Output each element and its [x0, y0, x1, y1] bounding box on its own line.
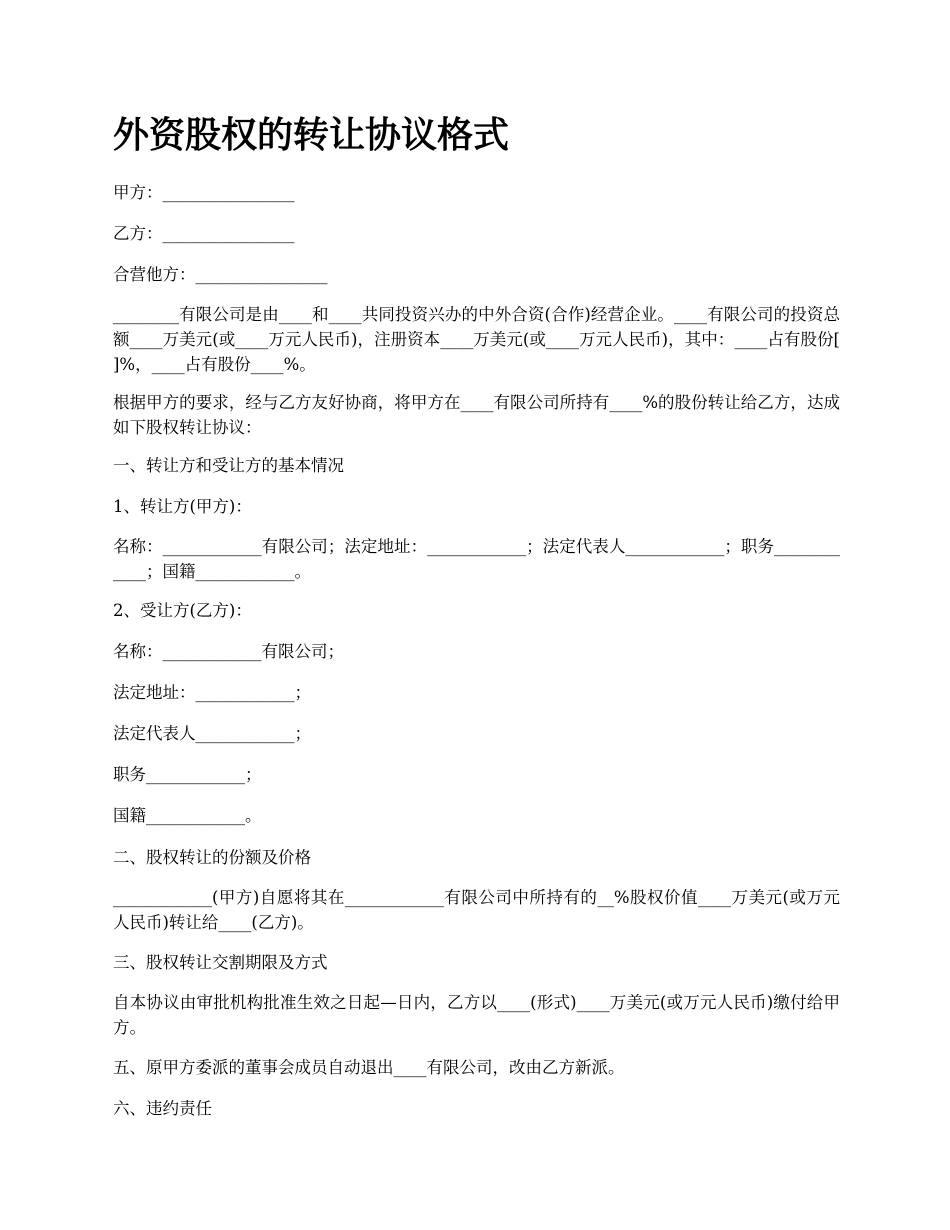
section-heading-5: 五、原甲方委派的董事会成员自动退出____有限公司，改由乙方新派。	[113, 1058, 625, 1077]
section-heading-6: 六、违约责任	[113, 1099, 212, 1118]
document-title: 外资股权的转让协议格式	[113, 115, 510, 156]
agreement-paragraph: 根据甲方的要求，经与乙方友好协商，将甲方在____有限公司所持有____%的股份转让给乙方，达成如下股权转让协议：	[113, 393, 840, 437]
transferee-address: 法定地址：____________；	[113, 683, 311, 702]
other-party-line: 合营他方：________________	[113, 265, 328, 284]
section-heading-3: 三、股权转让交割期限及方式	[113, 953, 328, 972]
transferee-name: 名称：____________有限公司；	[113, 642, 344, 661]
transferee-representative: 法定代表人____________；	[113, 724, 311, 743]
payment-paragraph: 自本协议由审批机构批准生效之日起—日内，乙方以____(形式)____万美元(或万元人民币)缴付给甲方。	[113, 993, 840, 1037]
transferee-position: 职务____________；	[113, 765, 262, 784]
section-heading-1: 一、转让方和受让方的基本情况	[113, 456, 344, 475]
share-price-paragraph: ____________(甲方)自愿将其在____________有限公司中所持有的__%股权价值____万美元(或万元人民币)转让给____(乙方)。	[113, 888, 840, 932]
transferee-nationality: 国籍____________。	[113, 806, 262, 825]
party-b-line: 乙方：________________	[113, 224, 295, 243]
transferee-heading: 2、受让方(乙方)：	[113, 601, 252, 620]
transferor-heading: 1、转让方(甲方)：	[113, 497, 252, 516]
party-a-line: 甲方：________________	[113, 183, 295, 202]
transferor-details: 名称：____________有限公司；法定地址：____________；法定代表人____________；职务____________；国籍____________。	[113, 537, 840, 581]
intro-paragraph: ________有限公司是由____和____共同投资兴办的中外合资(合作)经营企业。____有限公司的投资总额____万美元(或____万元人民币)，注册资本____万美元(或____万元人民币)，其中：____占有股份[ ]%，____占有股份____%。	[113, 305, 846, 374]
section-heading-2: 二、股权转让的份额及价格	[113, 848, 311, 867]
